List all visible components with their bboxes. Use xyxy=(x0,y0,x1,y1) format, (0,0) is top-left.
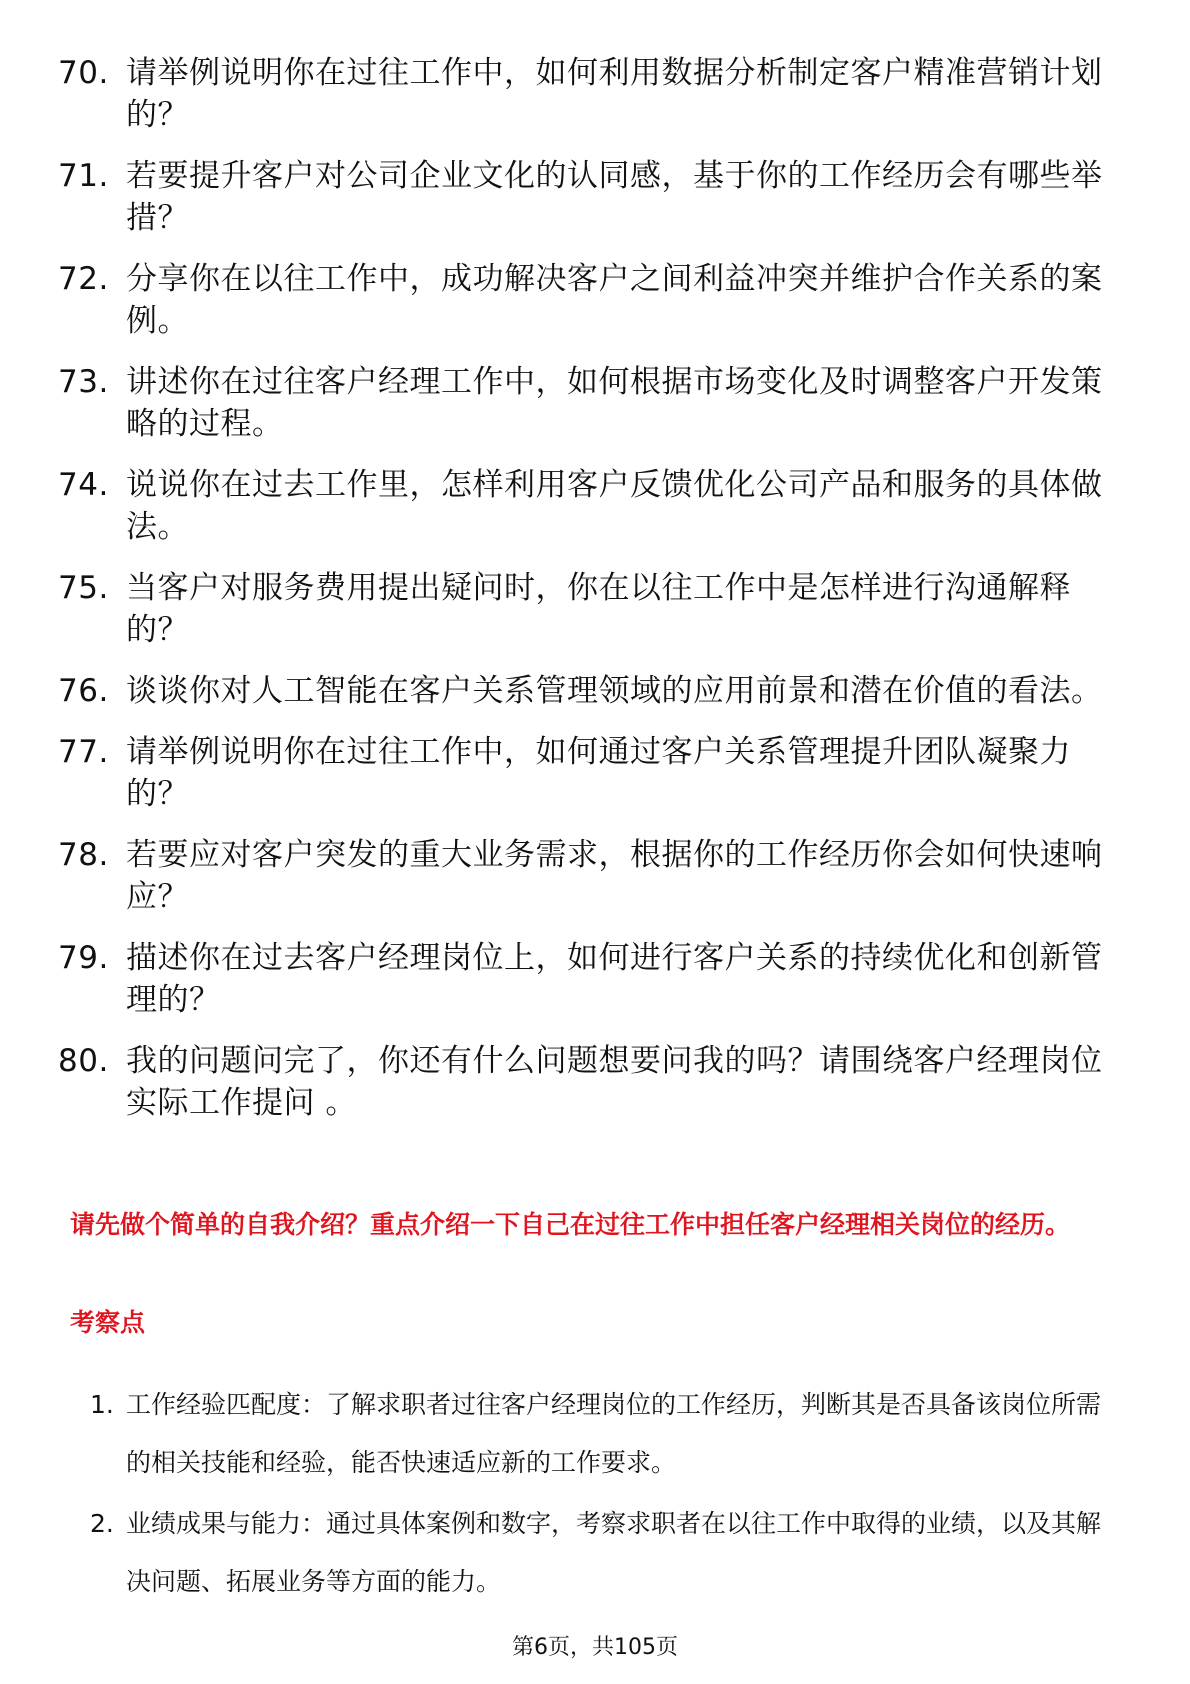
question-number: 72. xyxy=(58,261,109,297)
question-number: 80. xyxy=(58,1043,109,1079)
question-item xyxy=(58,1040,1118,1124)
question-number: 76. xyxy=(58,673,109,709)
point-text: 工作经验匹配度：了解求职者过往客户经理岗位的工作经历，判断其是否具备该岗位所需的相关技能和经验，能否快速适应新的工作要求。 xyxy=(126,1390,1102,1477)
question-text: 我的问题问完了，你还有什么问题想要问我的吗？请围绕客户经理岗位实际工作提问 。 xyxy=(126,1043,1103,1121)
question-item xyxy=(58,937,1118,1021)
question-item xyxy=(58,361,1118,445)
question-text: 请举例说明你在过往工作中，如何利用数据分析制定客户精准营销计划的？ xyxy=(126,55,1103,133)
point-text: 业绩成果与能力：通过具体案例和数字，考察求职者在以往工作中取得的业绩，以及其解决问题、拓展业务等方面的能力。 xyxy=(126,1509,1102,1596)
question-text: 若要提升客户对公司企业文化的认同感，基于你的工作经历会有哪些举措？ xyxy=(126,158,1103,236)
question-item xyxy=(58,834,1118,918)
question-text: 分享你在以往工作中，成功解决客户之间利益冲突并维护合作关系的案例。 xyxy=(126,261,1103,339)
question-number: 77. xyxy=(58,734,109,770)
question-text: 谈谈你对人工智能在客户关系管理领域的应用前景和潜在价值的看法。 xyxy=(126,673,1103,709)
question-number: 78. xyxy=(58,837,109,873)
point-number: 1. xyxy=(90,1390,114,1419)
assessment-points-list xyxy=(90,1376,1120,1614)
question-item xyxy=(58,155,1118,239)
question-text: 描述你在过去客户经理岗位上，如何进行客户关系的持续优化和创新管理的？ xyxy=(126,940,1103,1018)
question-text: 讲述你在过往客户经理工作中，如何根据市场变化及时调整客户开发策略的过程。 xyxy=(126,364,1103,442)
section-heading: 考察点 xyxy=(70,1308,146,1337)
question-number: 73. xyxy=(58,364,109,400)
question-text: 请举例说明你在过往工作中，如何通过客户关系管理提升团队凝聚力的？ xyxy=(126,734,1071,812)
question-item xyxy=(58,731,1118,815)
assessment-point xyxy=(90,1376,1120,1492)
question-item xyxy=(58,464,1118,548)
question-text: 当客户对服务费用提出疑问时，你在以往工作中是怎样进行沟通解释的？ xyxy=(126,570,1071,648)
question-number: 70. xyxy=(58,55,109,91)
point-number: 2. xyxy=(90,1509,114,1538)
question-number: 71. xyxy=(58,158,109,194)
question-number: 75. xyxy=(58,570,109,606)
question-number: 79. xyxy=(58,940,109,976)
question-item xyxy=(58,670,1118,712)
question-item xyxy=(58,567,1118,651)
highlight-question: 请先做个简单的自我介绍？重点介绍一下自己在过往工作中担任客户经理相关岗位的经历。 xyxy=(70,1210,1071,1239)
question-item xyxy=(58,258,1118,342)
assessment-point xyxy=(90,1495,1120,1611)
question-text: 说说你在过去工作里，怎样利用客户反馈优化公司产品和服务的具体做法。 xyxy=(126,467,1103,545)
page-footer: 第6页，共105页 xyxy=(512,1635,678,1660)
question-text: 若要应对客户突发的重大业务需求，根据你的工作经历你会如何快速响应？ xyxy=(126,837,1103,915)
question-item xyxy=(58,52,1118,136)
question-list xyxy=(58,52,1118,1143)
question-number: 74. xyxy=(58,467,109,503)
